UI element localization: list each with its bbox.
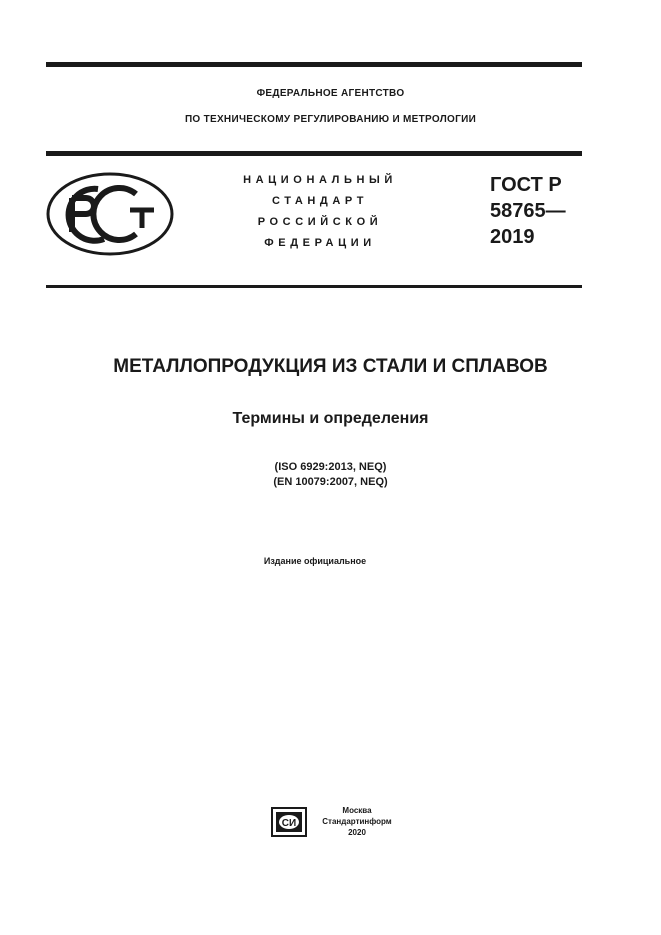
national-standard-text — [200, 170, 440, 254]
top-rule — [46, 62, 582, 67]
standartinform-logo-icon — [270, 806, 310, 838]
national-line-4: ФЕДЕРАЦИИ — [264, 237, 376, 249]
reference-iso: (ISO 6929:2013, NEQ) — [274, 461, 387, 473]
document-title: МЕТАЛЛОПРОДУКЦИЯ ИЗ СТАЛИ И СПЛАВОВ — [113, 356, 548, 377]
edition-label: Издание официальное — [263, 556, 367, 566]
national-line-2: СТАНДАРТ — [271, 195, 369, 207]
agency-line-1: ФЕДЕРАЛЬНОЕ АГЕНТСТВО — [256, 88, 405, 99]
svg-text:СИ: СИ — [281, 818, 297, 829]
publisher-name: Стандартинформ — [322, 817, 392, 826]
reference-en: (EN 10079:2007, NEQ) — [273, 476, 388, 488]
standard-references — [0, 460, 661, 490]
national-line-3: РОССИЙСКОЙ — [257, 216, 383, 228]
publisher-city: Москва — [342, 806, 372, 815]
publisher-year: 2020 — [348, 828, 366, 837]
national-line-1: НАЦИОНАЛЬНЫЙ — [243, 174, 397, 186]
agency-line-2: ПО ТЕХНИЧЕСКОМУ РЕГУЛИРОВАНИЮ И МЕТРОЛОГИИ — [184, 114, 477, 125]
publisher-info — [318, 805, 396, 838]
document-subtitle: Термины и определения — [232, 410, 429, 427]
gost-number — [490, 172, 590, 250]
rst-logo-icon — [46, 172, 174, 256]
header-rule — [46, 151, 582, 156]
gost-line-2: 58765— — [490, 200, 566, 222]
standard-block-rule — [46, 285, 582, 288]
gost-line-1: ГОСТ Р — [490, 174, 562, 196]
gost-line-3: 2019 — [490, 226, 535, 248]
